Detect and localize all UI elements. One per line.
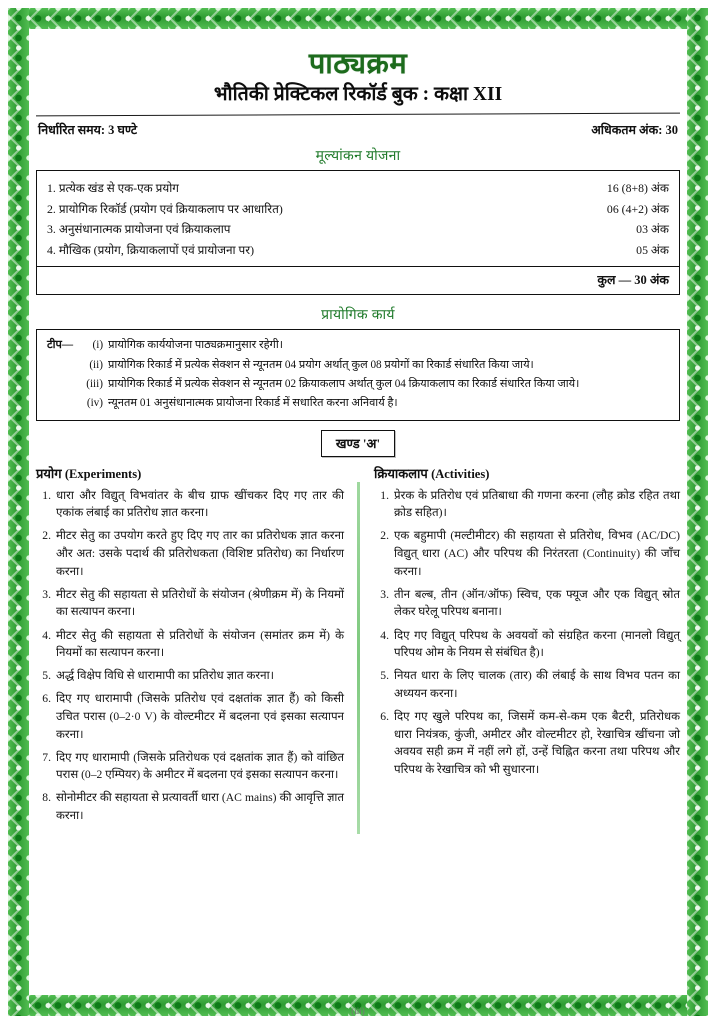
- list-item: [36, 627, 344, 662]
- list-item: [36, 586, 344, 621]
- eval-row-label: अनुसंधानात्मक प्रायोजना एवं क्रियाकलाप: [58, 222, 231, 237]
- note-text: प्रायोगिक रिकार्ड में प्रत्येक सेक्शन से न्यूनतम 02 क्रियाकलाप अर्थात् कुल 04 क्रियाकलाप का रिकार्ड संधारित किया जाये।: [108, 377, 580, 390]
- note-roman: (iv): [86, 397, 103, 409]
- note-line: [47, 374, 669, 393]
- item-number: 3.: [380, 587, 389, 601]
- experiments-list: [36, 487, 344, 825]
- experiments-column: [36, 464, 358, 830]
- item-number: 1.: [42, 488, 51, 502]
- evaluation-scheme-heading: मूल्यांकन योजना: [315, 149, 401, 165]
- item-text: प्रेरक के प्रतिरोध एवं प्रतिबाधा की गणना करना (लौह क्रोड रहित तथा क्रोड सहित)।: [394, 488, 680, 520]
- list-item: [36, 527, 344, 580]
- item-text: धारा और विद्युत् विभवांतर के बीच ग्राफ खींचकर दिए गए तार की एकांक लंबाई का प्रतिरोध ज्ञात करना।: [56, 488, 344, 520]
- border-band-top: [8, 8, 708, 29]
- note-text: प्रायोगिक रिकार्ड में प्रत्येक सेक्शन से न्यूनतम 04 प्रयोग अर्थात् कुल 08 प्रयोगों का रिकार्ड संधारित किया जाये।: [108, 358, 534, 371]
- list-item: [36, 749, 344, 784]
- list-item: [36, 667, 344, 685]
- item-number: 5.: [42, 669, 51, 683]
- activities-column-title: [374, 464, 680, 482]
- list-item: [374, 627, 680, 662]
- item-number: 1.: [380, 488, 389, 502]
- column-divider: [357, 482, 360, 834]
- item-text: मीटर सेतु का उपयोग करते हुए दिए गए तार का प्रतिरोधक ज्ञात करना और अत: उसके पदार्थ की प्रतिरोधकता (विशिष्ट प्रतिरोध) का निर्धारण करना।: [56, 529, 344, 578]
- item-number: 4.: [42, 628, 51, 642]
- item-number: 2.: [42, 529, 51, 543]
- item-text: एक बहुमापी (मल्टीमीटर) की सहायता से प्रतिरोध, विभव (AC/DC) विद्युत् धारा (AC) और परिपथ की निरंतरता (Continuity) की जाँच करना।: [394, 529, 680, 578]
- eval-row-number: 4.: [47, 243, 56, 258]
- activities-title-en: (Activities): [431, 466, 490, 481]
- page-content: [30, 30, 686, 1016]
- table-row: [47, 199, 669, 220]
- table-row: [47, 178, 669, 199]
- section-badge: खण्ड 'अ': [321, 430, 395, 457]
- table-row: [47, 241, 669, 262]
- item-text: दिए गए विद्युत् परिपथ के अवयवों को संग्रहित करना (मानलो विद्युत् परिपथ ओम के नियम से संबंधित है)।: [394, 628, 680, 660]
- experiments-title-hi: प्रयोग: [36, 465, 62, 481]
- page-title: पाठ्यक्रम: [308, 48, 408, 80]
- item-number: 2.: [380, 529, 389, 543]
- evaluation-scheme-table: [36, 170, 680, 295]
- eval-row-number: 1.: [47, 180, 56, 195]
- experiments-title-en: (Experiments): [64, 466, 142, 481]
- eval-total-row: कुल — 30 अंक: [37, 266, 679, 290]
- experiments-column-title: [36, 464, 344, 482]
- eval-row-marks: 03 अंक: [636, 222, 669, 237]
- border-band-left: [8, 8, 29, 1016]
- note-roman: (ii): [89, 358, 103, 371]
- note-line: [47, 336, 669, 355]
- page-subtitle: भौतिकी प्रेक्टिकल रिकॉर्ड बुक : कक्षा XII: [213, 84, 503, 106]
- practical-work-heading: प्रायोगिक कार्य: [321, 307, 395, 323]
- table-row: [47, 220, 669, 241]
- activities-list: [374, 487, 680, 779]
- page-number: (iii): [351, 1006, 365, 1016]
- item-text: तीन बल्ब, तीन (ऑन/ऑफ) स्विच, एक फ्यूज और एक विद्युत् स्रोत लेकर घरेलू परिपथ बनाना।: [394, 587, 680, 619]
- note-roman: (iii): [86, 377, 103, 390]
- time-allowed-label: निर्धारित समय: 3 घण्टे: [38, 123, 138, 138]
- practical-work-notes: [36, 329, 680, 421]
- activities-column: [358, 464, 680, 830]
- list-item: [36, 690, 344, 743]
- list-item: [36, 487, 344, 522]
- item-text: मीटर सेतु की सहायता से प्रतिरोधों के संयोजन (श्रेणीक्रम में) के नियमों का सत्यापन करना।: [56, 587, 344, 619]
- section-badge-wrapper: [36, 430, 680, 457]
- note-roman: (i): [92, 339, 104, 352]
- tip-keyword: टीप—: [47, 339, 74, 352]
- item-text: दिए गए खुले परिपथ का, जिसमें कम-से-कम एक बैटरी, प्रतिरोधक धारा नियंत्रक, कुंजी, अमीटर और वोल्टमीटर हो, रेखाचित्र खींचना जो अवयव सही क्रम में नहीं लगे हों, उन्हें चिह्नित करना तथा परिपथ और परिपथ के रेखाचित्र को भी सुधारना।: [394, 709, 680, 776]
- eval-row-number: 3.: [47, 222, 56, 237]
- item-number: 5.: [380, 669, 389, 683]
- item-text: मीटर सेतु की सहायता से प्रतिरोधों के संयोजन (समांतर क्रम में) के नियमों का सत्यापन करना।: [56, 628, 344, 660]
- item-number: 8.: [42, 791, 51, 805]
- list-item: [374, 586, 680, 621]
- note-line: [47, 355, 669, 374]
- item-text: सोनोमीटर की सहायता से प्रत्यावर्ती धारा (AC mains) की आवृत्ति ज्ञात करना।: [56, 791, 344, 822]
- list-item: [36, 789, 344, 824]
- item-number: 6.: [42, 692, 51, 706]
- eval-row-label: प्रत्येक खंड से एक-एक प्रयोग: [58, 180, 179, 195]
- maximum-marks-label: अधिकतम अंक: 30: [591, 123, 678, 138]
- list-item: [374, 487, 680, 522]
- item-text: दिए गए धारामापी (जिसके प्रतिरोध एवं दक्षतांक ज्ञात हैं) को किसी उचित परास (0–2·0 V) के वोल्टमीटर में बदलना एवं इसका सत्यापन करना।: [56, 692, 344, 741]
- exam-meta-row: [38, 121, 678, 138]
- list-item: [374, 708, 680, 778]
- eval-row-label: प्रायोगिक रिकॉर्ड (प्रयोग एवं क्रियाकलाप पर आधारित): [58, 201, 283, 216]
- activities-title-hi: क्रियाकलाप: [374, 465, 428, 481]
- border-band-right: [687, 8, 708, 1016]
- note-text: प्रायोगिक कार्ययोजना पाठ्यक्रमानुसार रहेगी।: [108, 339, 283, 352]
- eval-row-number: 2.: [47, 201, 56, 216]
- list-item: [374, 527, 680, 580]
- item-text: नियत धारा के लिए चालक (तार) की लंबाई के साथ विभव पतन का अध्ययन करना।: [394, 669, 680, 700]
- eval-row-marks: 06 (4+2) अंक: [606, 201, 669, 216]
- item-number: 7.: [42, 750, 51, 764]
- note-text: न्यूनतम 01 अनुसंधानात्मक प्रायोजना रिकार्ड में सधारित करना अनिवार्य है।: [108, 397, 398, 409]
- eval-row-label: मौखिक (प्रयोग, क्रियाकलापों एवं प्रायोजना पर): [58, 243, 255, 258]
- eval-row-marks: 05 अंक: [636, 243, 669, 258]
- eval-row-marks: 16 (8+8) अंक: [606, 180, 669, 195]
- header-divider: [36, 112, 680, 116]
- item-text: अर्द्ध विक्षेप विधि से धारामापी का प्रतिरोध ज्ञात करना।: [56, 669, 274, 683]
- item-text: दिए गए धारामापी (जिसके प्रतिरोधक एवं दक्षतांक ज्ञात हैं) को वांछित परास (0–2 एम्पियर) के अमीटर में बदलना एवं इसका सत्यापन करना।: [56, 750, 344, 782]
- two-column-layout: [36, 464, 680, 830]
- item-number: 3.: [42, 587, 51, 601]
- note-line: [47, 394, 669, 413]
- list-item: [374, 667, 680, 702]
- item-number: 6.: [380, 709, 389, 723]
- item-number: 4.: [380, 628, 389, 642]
